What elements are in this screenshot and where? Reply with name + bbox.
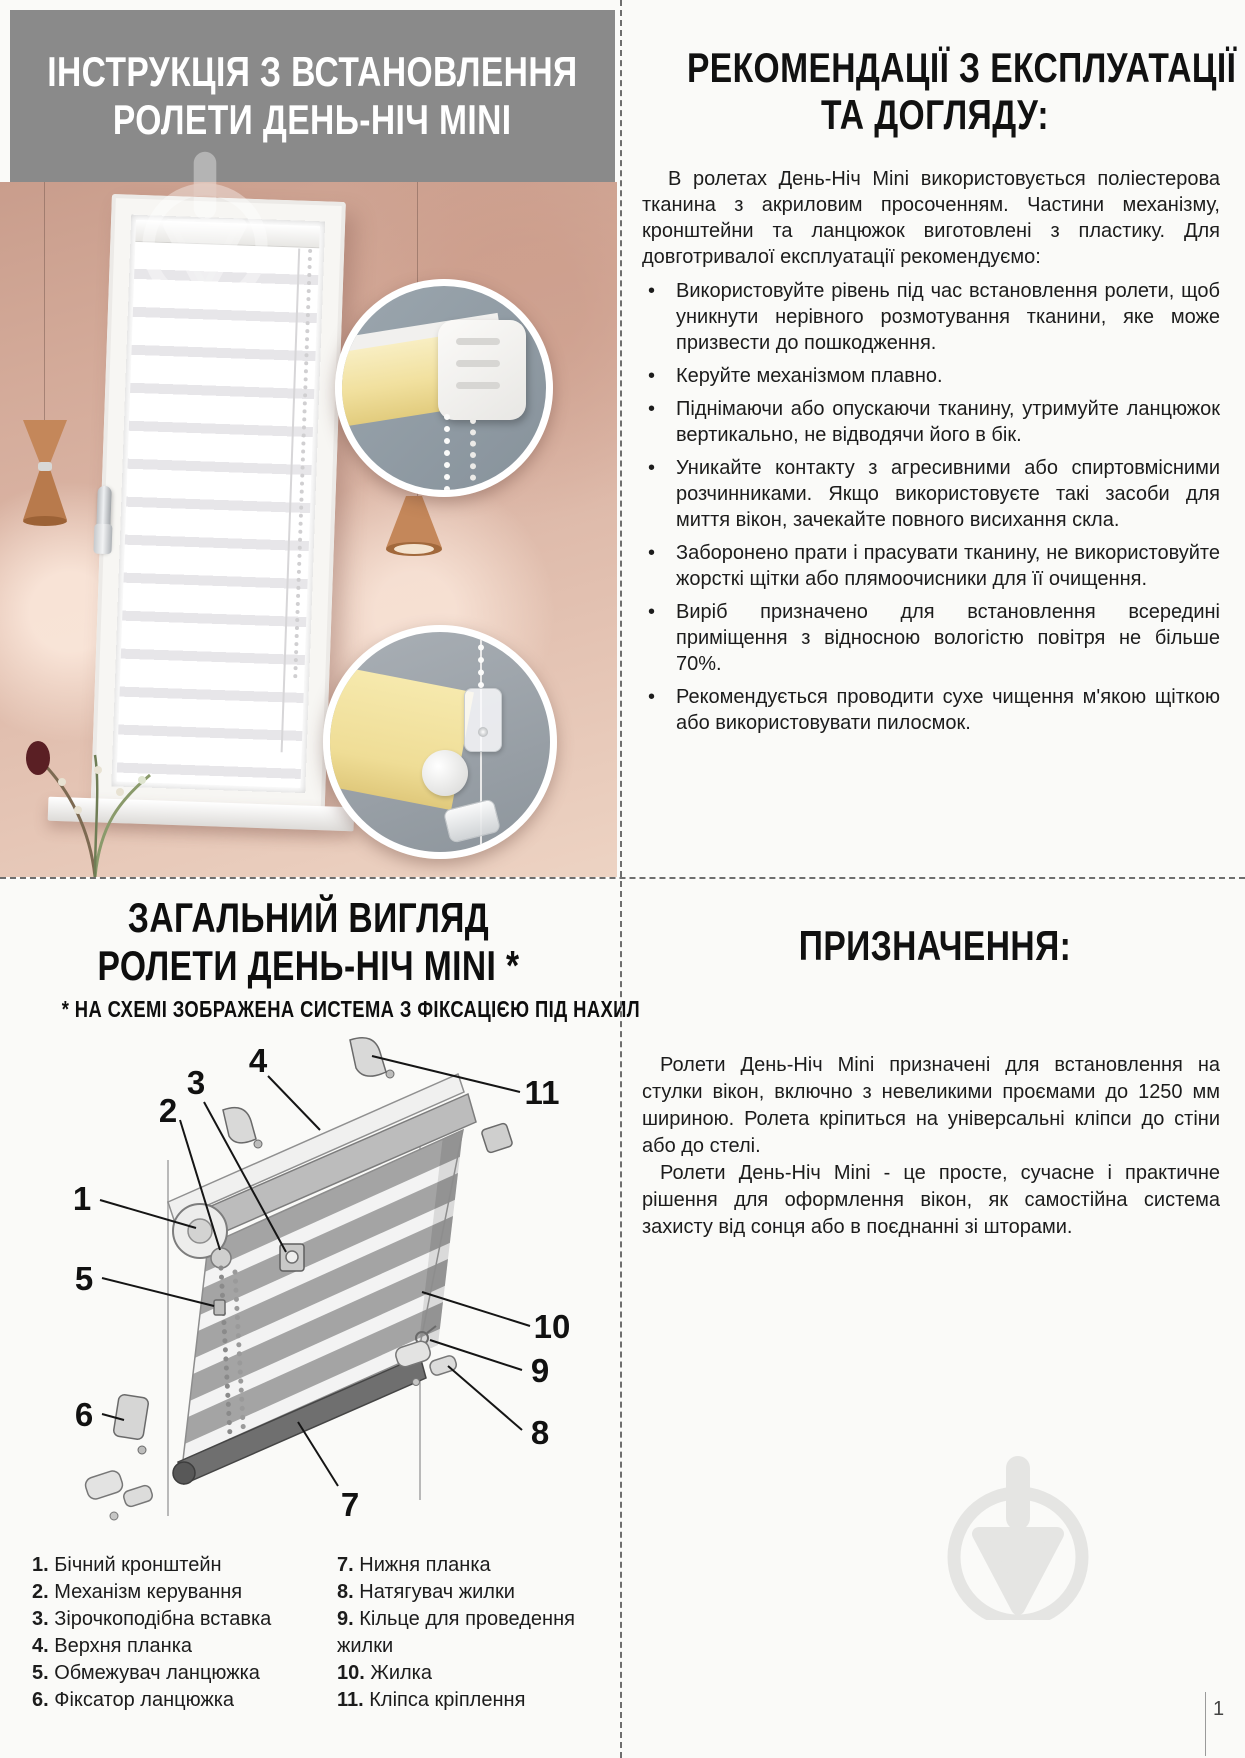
callout-6: 6 xyxy=(74,1396,94,1433)
bead-chain xyxy=(478,632,484,688)
legend-item: 9. Кільце для проведення жилки xyxy=(337,1608,575,1657)
legend-item: 5. Обмежувач ланцюжка xyxy=(32,1662,260,1684)
brand-watermark-icon xyxy=(933,1450,1103,1620)
bead-chain xyxy=(444,414,450,492)
legend-item: 3. Зірочкоподібна вставка xyxy=(32,1608,272,1630)
install-header-line2: РОЛЕТИ ДЕНЬ-НІЧ MINI xyxy=(113,96,512,143)
list-item: • Рекомендується проводити сухе чищення м'якою щіткою або використовувати пилосмок. xyxy=(648,686,1220,734)
callout-1: 1 xyxy=(72,1180,92,1217)
wire-guide-disc xyxy=(422,750,468,796)
callout-10: 10 xyxy=(533,1308,571,1345)
purpose-paragraph: Ролети День-Ніч Mini - це просте, сучасне і практичне рішення для оформлення вікон, як самостійна система захисту від сонця або в поєднанні зі шторами. xyxy=(642,1162,1220,1238)
callout-3: 3 xyxy=(186,1064,206,1101)
callout-2: 2 xyxy=(158,1092,178,1129)
legend-column-right xyxy=(337,1552,577,1714)
inset-tensioner-closeup xyxy=(323,625,557,859)
callout-9: 9 xyxy=(530,1352,550,1389)
pendant-lamp-icon xyxy=(20,420,70,526)
care-intro: В ролетах День-Ніч Mini використовується поліестерова тканина з акриловим просоченням. Частини механізму, кронштейни та ланцюжок виготовлені з пластику. Для довготривалої експлуатації рекомендуємо: xyxy=(642,168,1220,268)
list-item: • Використовуйте рівень під час встановлення ролети, щоб уникнути нерівного розмотування тканини, яке може призвести до пошкодження. xyxy=(648,280,1220,354)
care-bullet-list xyxy=(642,278,1220,736)
pendant-lamp-icon xyxy=(386,496,442,560)
legend-item: 10. Жилка xyxy=(337,1662,432,1684)
list-item: • Уникайте контакту з агресивними або спиртовмісними розчинниками. Якщо використовуєте такі засоби для миття вікон, зачекайте повного висихання скла. xyxy=(648,457,1220,531)
legend-item: 4. Верхня планка xyxy=(32,1635,193,1657)
install-header-banner xyxy=(10,10,615,182)
list-item: • Піднімаючи або опускаючи тканину, утримуйте ланцюжок вертикально, не відводячи його в бік. xyxy=(648,398,1220,446)
purpose-body xyxy=(642,1052,1220,1241)
callout-7: 7 xyxy=(340,1486,360,1523)
brand-watermark-icon xyxy=(125,148,285,308)
callout-5: 5 xyxy=(74,1260,94,1297)
purpose-title: ПРИЗНАЧЕННЯ: xyxy=(798,922,1072,969)
legend-item: 7. Нижня планка xyxy=(337,1554,491,1576)
product-photo xyxy=(0,182,617,877)
inset-mechanism-closeup xyxy=(335,279,553,497)
callout-4: 4 xyxy=(248,1042,268,1079)
twigs-decoration xyxy=(0,730,190,877)
legend-column-left xyxy=(32,1552,332,1714)
list-item: • Виріб призначено для встановлення всередині приміщення з відносною вологістю повітря не більше 70%. xyxy=(648,601,1220,675)
overview-title: ЗАГАЛЬНИЙ ВИГЛЯД РОЛЕТИ ДЕНЬ-НІЧ MINI * xyxy=(97,894,520,989)
overview-note: * НА СХЕМІ ЗОБРАЖЕНА СИСТЕМА З ФІКСАЦІЄЮ ПІД НАХИЛ xyxy=(61,996,641,1022)
legend-item: 6. Фіксатор ланцюжка xyxy=(32,1689,235,1711)
list-item: • Керуйте механізмом плавно. xyxy=(648,365,943,387)
callout-8: 8 xyxy=(530,1414,550,1451)
callout-11: 11 xyxy=(524,1074,560,1111)
legend-item: 1. Бічний кронштейн xyxy=(32,1554,222,1576)
install-header-line1: ІНСТРУКЦІЯ З ВСТАНОВЛЕННЯ xyxy=(47,48,578,95)
lamp-cord xyxy=(44,182,45,422)
legend-item: 2. Механізм керування xyxy=(32,1581,243,1603)
legend-item: 8. Натягувач жилки xyxy=(337,1581,515,1603)
control-mechanism xyxy=(438,320,526,420)
bead-chain xyxy=(470,418,476,492)
horizontal-divider xyxy=(0,877,1245,879)
page-number: 1 xyxy=(1213,1698,1225,1720)
list-item: • Заборонено прати і прасувати тканину, не використовуйте жорсткі щітки або плямоочисники для її очищення. xyxy=(648,542,1220,590)
care-section-body xyxy=(642,166,1220,736)
wire-tensioner xyxy=(464,688,502,752)
care-section-title: РЕКОМЕНДАЦІЇ З ЕКСПЛУАТАЦІЇ ТА ДОГЛЯДУ: xyxy=(687,44,1237,138)
purpose-paragraph: Ролети День-Ніч Mini призначені для встановлення на стулки вікон, включно з невеликими проємами до 1250 мм шириною. Ролета кріпиться на універсальні кліпси до стіни або до стелі. xyxy=(642,1054,1220,1157)
page-number-rule xyxy=(1205,1692,1206,1756)
blind-exploded-diagram xyxy=(18,1030,582,1532)
vertical-divider xyxy=(620,0,622,1758)
legend-item: 11. Кліпса кріплення xyxy=(337,1689,526,1711)
